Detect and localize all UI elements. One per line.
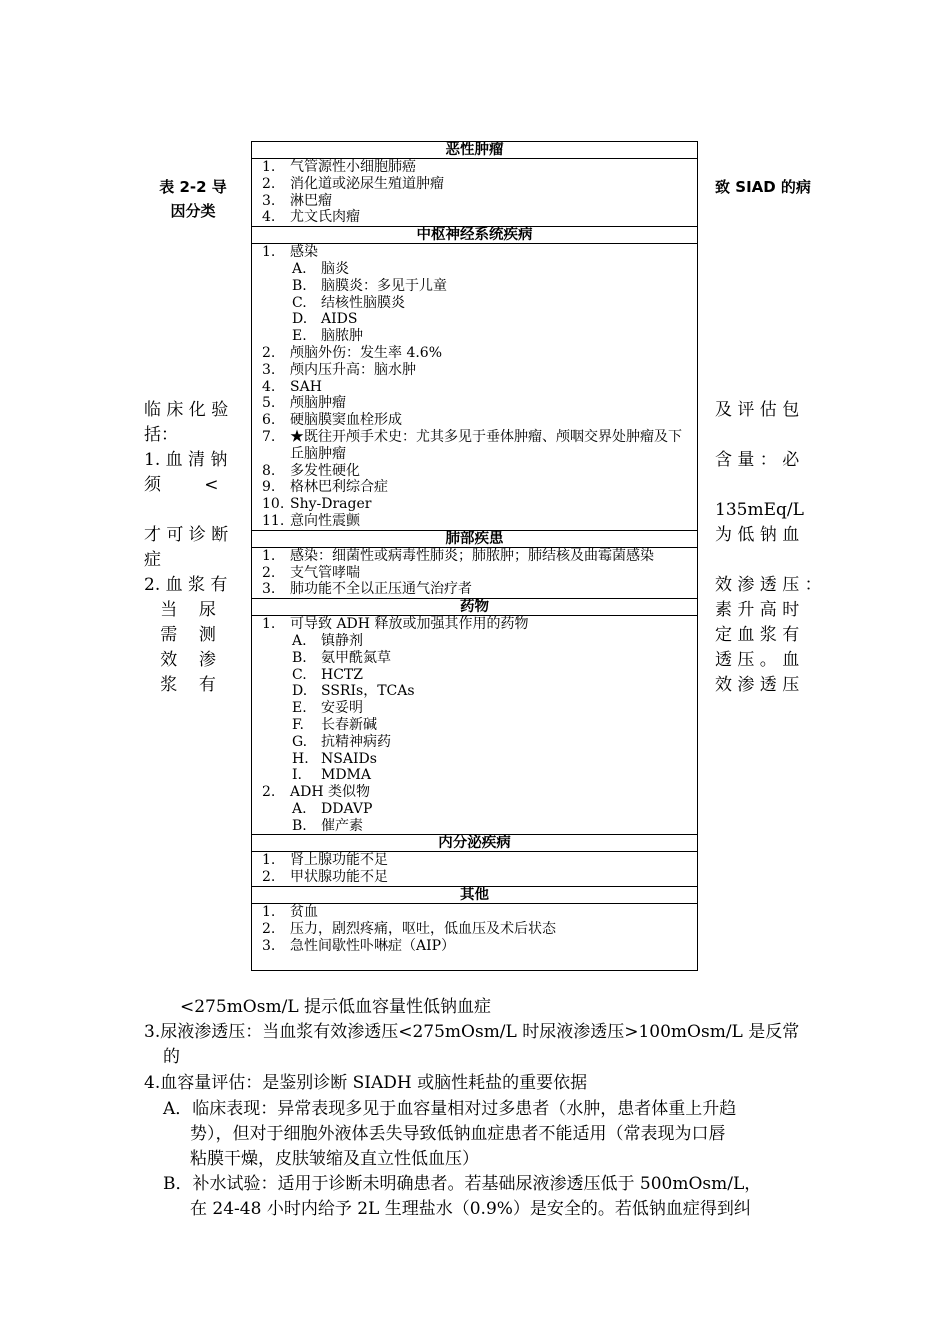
item-number: 3. — [262, 937, 276, 954]
table-list-item — [262, 379, 693, 396]
table-list-item — [262, 209, 693, 226]
caption-right-line1: 致 SIAD 的病 — [715, 178, 811, 196]
table-list-item — [262, 479, 693, 496]
right-side-line: 含 量 ： 必 — [715, 450, 800, 470]
item-text: 贫血 — [290, 904, 318, 921]
table-list-item — [262, 513, 693, 530]
right-side-line: 透 压 。 血 — [715, 650, 800, 670]
left-side-line: 1. 血 清 钠 — [144, 450, 228, 470]
table-section-body — [252, 904, 697, 954]
table-sub-item — [262, 700, 693, 717]
table-sub-item — [262, 818, 693, 835]
item-number: 6. — [262, 412, 276, 429]
item-text: 颅脑肿瘤 — [290, 395, 346, 412]
table-list-item — [262, 429, 693, 463]
table-section-body — [252, 548, 697, 599]
table-list-item — [262, 784, 693, 801]
left-side-line: 浆 有 — [144, 675, 216, 695]
table-sub-item — [262, 767, 693, 784]
sub-item-text: 结核性脑膜炎 — [321, 294, 405, 311]
left-side-line: 才 可 诊 断 — [144, 525, 229, 545]
table-sub-item — [262, 633, 693, 650]
table-list-item — [262, 904, 693, 921]
right-side-line: 135mEq/L — [715, 500, 804, 520]
sub-item-text: DDAVP — [321, 800, 373, 817]
sub-item-letter: C. — [292, 294, 307, 311]
left-side-line: 须 < — [144, 475, 219, 495]
body-paragraph-2-line1: 3.尿液渗透压：当血浆有效渗透压<275mOsm/L 时尿液渗透压>100mOsm/L 是反常 — [144, 1022, 800, 1042]
item-number: 2. — [262, 869, 276, 886]
sub-item-text: 脑膜炎：多见于儿童 — [321, 277, 447, 294]
sub-item-letter: A. — [292, 260, 307, 277]
sub-item-text: 安妥明 — [321, 700, 363, 717]
item-text: 感染：细菌性或病毒性肺炎；肺脓肿；肺结核及曲霉菌感染 — [290, 547, 654, 564]
item-text: 硬脑膜窦血栓形成 — [290, 412, 402, 429]
table-list-item — [262, 176, 693, 193]
table-list-item — [262, 412, 693, 429]
item-text: 气管源性小细胞肺癌 — [290, 159, 416, 175]
item-number: 8. — [262, 462, 276, 479]
right-side-line: 及 评 估 包 — [715, 400, 800, 420]
table-list-item — [262, 395, 693, 412]
table-section-title: 其他 — [252, 887, 697, 904]
item-text: 消化道或泌尿生殖道肿瘤 — [290, 175, 444, 192]
caption-left-line2: 因分类 — [170, 202, 216, 220]
right-side-line: 为 低 钠 血 — [715, 525, 800, 545]
left-side-line: 当 尿 — [144, 600, 216, 620]
table-section-body — [252, 244, 697, 531]
table-list-item — [262, 938, 693, 955]
table-sub-item — [262, 328, 693, 345]
item-text: 肾上腺功能不足 — [290, 852, 388, 869]
body-paragraph-b-line1: B．补水试验：适用于诊断未明确患者。若基础尿液渗透压低于 500mOsm/L， — [163, 1174, 762, 1194]
table-section-title: 恶性肿瘤 — [252, 142, 697, 159]
sub-item-letter: B. — [292, 817, 307, 834]
left-side-line: 2. 血 浆 有 — [144, 575, 228, 595]
left-side-line: 症 — [144, 550, 161, 570]
item-text: 急性间歇性卟啉症（AIP） — [290, 937, 456, 954]
item-number: 2. — [262, 344, 276, 361]
item-number: 5. — [262, 395, 276, 412]
item-number: 3. — [262, 361, 276, 378]
table-list-item — [262, 362, 693, 379]
table-list-item — [262, 496, 693, 513]
body-paragraph-1: <275mOsm/L 提示低血容量性低钠血症 — [180, 997, 492, 1017]
left-side-line: 需 测 — [144, 625, 216, 645]
item-text: 可导致 ADH 释放或加强其作用的药物 — [290, 616, 529, 633]
right-side-line — [715, 473, 825, 498]
item-number: 1. — [262, 547, 276, 564]
table-sub-item — [262, 295, 693, 312]
sub-item-text: SSRIs，TCAs — [321, 683, 415, 700]
table-section-body — [252, 159, 697, 227]
right-side-line — [715, 548, 825, 573]
item-number: 9. — [262, 479, 276, 496]
table-section-body — [252, 852, 697, 887]
table-list-item — [262, 616, 693, 633]
table-caption-left — [148, 175, 238, 223]
sub-item-letter: F. — [292, 716, 304, 733]
right-side-line — [715, 423, 825, 448]
item-number: 2. — [262, 920, 276, 937]
item-number: 3. — [262, 581, 276, 598]
sub-item-letter: G. — [292, 733, 308, 750]
sub-item-letter: I. — [292, 767, 302, 784]
right-side-line: 效 渗 透 压 — [715, 675, 800, 695]
sub-item-letter: C. — [292, 666, 307, 683]
item-text: 甲状腺功能不足 — [290, 869, 388, 886]
item-number: 1. — [262, 616, 276, 633]
body-paragraph-a-line1: A．临床表现：异常表现多见于血容量相对过多患者（水肿，患者体重上升趋 — [163, 1099, 737, 1119]
body-paragraph-a-line3: 粘膜干燥，皮肤皱缩及直立性低血压） — [190, 1149, 479, 1169]
item-number: 10. — [262, 496, 285, 513]
sub-item-letter: B. — [292, 277, 307, 294]
sub-item-letter: A. — [292, 800, 307, 817]
siad-causes-table — [251, 141, 698, 971]
sub-item-text: NSAIDs — [321, 750, 377, 767]
table-list-item — [262, 548, 693, 565]
sub-item-letter: D. — [292, 683, 308, 700]
item-number: 2. — [262, 175, 276, 192]
left-side-text — [144, 398, 244, 698]
sub-item-text: 氨甲酰氮草 — [321, 649, 391, 666]
body-paragraph-a-line2: 势），但对于细胞外液体丢失导致低钠血症患者不能适用（常表现为口唇 — [190, 1124, 726, 1144]
left-side-line: 效 渗 — [144, 650, 216, 670]
table-list-item — [262, 193, 693, 210]
body-paragraph-b-line2: 在 24-48 小时内给予 2L 生理盐水（0.9%）是安全的。若低钠血症得到纠 — [190, 1199, 751, 1219]
right-side-line: 素 升 高 时 — [715, 600, 800, 620]
item-text: 格林巴利综合症 — [290, 479, 388, 496]
item-text: Shy-Drager — [290, 496, 372, 513]
body-paragraph-3: 4.血容量评估：是鉴别诊断 SIADH 或脑性耗盐的重要依据 — [144, 1073, 588, 1093]
table-sub-item — [262, 751, 693, 768]
sub-item-text: 抗精神病药 — [321, 733, 391, 750]
item-text: 颅脑外伤：发生率 4.6% — [290, 344, 443, 361]
table-section-body — [252, 616, 697, 835]
sub-item-letter: E. — [292, 328, 307, 345]
item-text: 感染 — [290, 244, 318, 261]
sub-item-letter: E. — [292, 700, 307, 717]
right-side-line: 效 渗 透 压 ： — [715, 575, 822, 595]
item-number: 2. — [262, 784, 276, 801]
sub-item-text: HCTZ — [321, 666, 363, 683]
table-list-item — [262, 869, 693, 886]
sub-item-text: MDMA — [321, 767, 372, 784]
left-side-line: 括： — [144, 425, 178, 445]
table-list-item — [262, 852, 693, 869]
item-text: SAH — [290, 378, 322, 395]
table-section-title: 药物 — [252, 599, 697, 616]
table-section-title: 肺部疾患 — [252, 531, 697, 548]
item-text: 尤文氏肉瘤 — [290, 209, 360, 226]
item-number: 4. — [262, 209, 276, 226]
item-number: 1. — [262, 852, 276, 869]
item-number: 2. — [262, 564, 276, 581]
table-list-item — [262, 244, 693, 261]
table-list-item — [262, 565, 693, 582]
item-number: 4. — [262, 378, 276, 395]
item-number: 7. — [262, 428, 276, 445]
table-sub-item — [262, 667, 693, 684]
table-sub-item — [262, 311, 693, 328]
table-list-item — [262, 581, 693, 598]
table-list-item — [262, 463, 693, 480]
table-list-item — [262, 345, 693, 362]
sub-item-letter: D. — [292, 311, 308, 328]
table-caption-right — [708, 175, 818, 199]
item-number: 1. — [262, 904, 276, 921]
item-text: 意向性震颤 — [290, 512, 360, 529]
table-list-item — [262, 921, 693, 938]
sub-item-text: AIDS — [321, 311, 358, 328]
item-number: 1. — [262, 159, 276, 175]
sub-item-text: 脑脓肿 — [321, 328, 363, 345]
table-section-title: 中枢神经系统疾病 — [252, 227, 697, 244]
item-text: ADH 类似物 — [290, 784, 370, 801]
item-number: 3. — [262, 192, 276, 209]
table-sub-item — [262, 261, 693, 278]
table-list-item — [262, 159, 693, 176]
caption-left-line1: 表 2-2 导 — [159, 178, 227, 196]
table-sub-item — [262, 734, 693, 751]
table-sub-item — [262, 683, 693, 700]
table-sub-item — [262, 650, 693, 667]
sub-item-text: 脑炎 — [321, 260, 349, 277]
sub-item-text: 长春新碱 — [321, 716, 377, 733]
item-text: 肺功能不全以正压通气治疗者 — [290, 581, 472, 598]
item-text: 多发性硬化 — [290, 462, 360, 479]
left-side-line — [144, 498, 244, 523]
item-text: ★既往开颅手术史：尤其多见于垂体肿瘤、颅咽交界处肿瘤及下丘脑肿瘤 — [290, 428, 682, 462]
left-side-line: 临 床 化 验 — [144, 400, 229, 420]
table-sub-item — [262, 278, 693, 295]
body-paragraph-2-line2: 的 — [163, 1047, 180, 1067]
item-number: 1. — [262, 244, 276, 261]
item-text: 支气管哮喘 — [290, 564, 360, 581]
right-side-text — [715, 398, 825, 698]
table-sub-item — [262, 717, 693, 734]
item-text: 压力，剧烈疼痛，呕吐，低血压及术后状态 — [290, 920, 556, 937]
sub-item-text: 镇静剂 — [321, 632, 363, 649]
sub-item-letter: B. — [292, 649, 307, 666]
sub-item-letter: A. — [292, 632, 307, 649]
sub-item-text: 催产素 — [321, 817, 363, 834]
table-sub-item — [262, 801, 693, 818]
right-side-line: 定 血 浆 有 — [715, 625, 800, 645]
item-text: 淋巴瘤 — [290, 192, 332, 209]
table-section-title: 内分泌疾病 — [252, 835, 697, 852]
sub-item-letter: H. — [292, 750, 309, 767]
item-number: 11. — [262, 512, 285, 529]
item-text: 颅内压升高：脑水肿 — [290, 361, 416, 378]
